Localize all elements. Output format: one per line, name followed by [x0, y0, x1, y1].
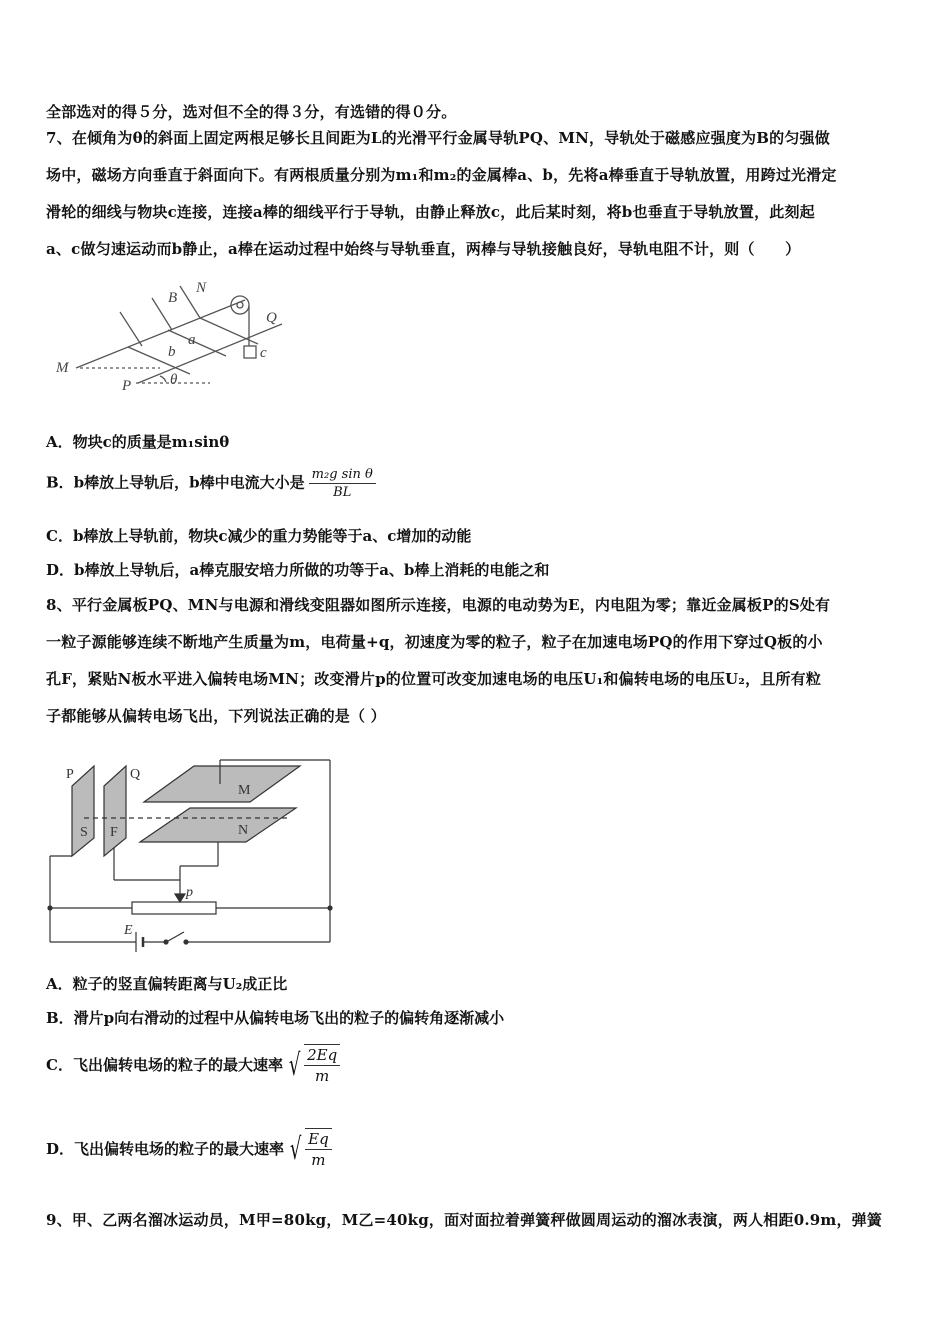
q8-label-p: p [186, 885, 193, 900]
scoring-note: 全部选对的得５分，选对但不全的得３分，有选错的得０分。 [46, 103, 457, 121]
q7-label-N: N [196, 280, 207, 296]
q7-stem-line-1: 7、在倾角为θ的斜面上固定两根足够长且间距为L的光滑平行金属导轨PQ、MN，导轨处于磁感应强度为B的匀强做 [46, 129, 830, 147]
q7-label-c: c [260, 345, 267, 361]
q8-option-d-numerator: Eq [305, 1129, 332, 1150]
q7-label-a: a [188, 332, 196, 348]
q8-label-N: N [238, 823, 249, 838]
q8-stem-line-4: 子都能够从偏转电场飞出，下列说法正确的是（ ） [46, 707, 386, 725]
q9-stem-line-1: 9、甲、乙两名溜冰运动员，M甲=80kg，M乙=40kg，面对面拉着弹簧秤做圆周运动的溜冰表演，两人相距0.9m，弹簧 [46, 1211, 883, 1229]
q8-option-d [46, 1128, 332, 1172]
q8-option-d-root: √ $\frac{Eq}{m}$ [286, 1128, 332, 1172]
q8-option-d-text: D．飞出偏转电场的粒子的最大速率 [46, 1140, 285, 1158]
q8-label-M: M [238, 783, 251, 798]
q8-option-c-numerator: 2Eq [304, 1045, 340, 1066]
q7-option-a: A．物块c的质量是m₁sinθ [46, 433, 230, 451]
q8-option-b: B．滑片p向右滑动的过程中从偏转电场飞出的粒子的偏转角逐渐减小 [46, 1009, 505, 1027]
q7-option-b-denominator: BL [333, 485, 352, 500]
q8-stem-line-3: 孔F，紧贴N板水平进入偏转电场MN；改变滑片p的位置可改变加速电场的电压U₁和偏转电场的电压U₂，且所有粒 [46, 670, 822, 688]
q8-option-c-text: C．飞出偏转电场的粒子的最大速率 [46, 1056, 283, 1074]
q7-label-P: P [122, 378, 132, 394]
q8-stem-line-2: 一粒子源能够连续不断地产生质量为m，电荷量+q，初速度为零的粒子，粒子在加速电场PQ的作用下穿过Q板的小 [46, 633, 823, 651]
q7-incline-rail-figure [50, 272, 310, 402]
q7-option-b-numerator: m₂g sin θ [309, 466, 376, 484]
q7-stem-line-3: 滑轮的细线与物块c连接，连接a棒的细线平行于导轨，由静止释放c，此后某时刻，将b也垂直于导轨放置，此刻起 [46, 203, 815, 221]
q7-option-b-text: B．b棒放上导轨后，b棒中电流大小是 [46, 473, 305, 492]
q8-label-S: S [80, 825, 88, 840]
q8-option-c [46, 1044, 340, 1088]
q7-option-c: C．b棒放上导轨前，物块c减少的重力势能等于a、c增加的动能 [46, 527, 472, 545]
q8-label-F: F [110, 825, 118, 840]
q8-option-d-denominator: m [311, 1151, 326, 1169]
q7-option-d: D．b棒放上导轨后，a棒克服安培力所做的功等于a、b棒上消耗的电能之和 [46, 561, 550, 579]
q8-option-c-denominator: m [315, 1067, 330, 1085]
q8-option-a: A．粒子的竖直偏转距离与U₂成正比 [46, 975, 288, 993]
q8-label-Q: Q [130, 767, 141, 782]
q7-label-B: B [168, 290, 178, 306]
q7-label-Q: Q [266, 310, 277, 326]
q8-circuit-figure [44, 756, 344, 952]
q7-stem-line-4: a、c做匀速运动而b静止，a棒在运动过程中始终与导轨垂直，两棒与导轨接触良好，导轨电阻不计，则（ ） [46, 240, 801, 258]
q8-stem-line-1: 8、平行金属板PQ、MN与电源和滑线变阻器如图所示连接，电源的电动势为E，内电阻为零；靠近金属板P的S处有 [46, 596, 831, 614]
q7-option-b-fraction [309, 466, 376, 501]
q8-option-c-root: √ $\frac{2Eq}{m}$ [285, 1044, 340, 1088]
q8-label-P: P [66, 767, 74, 782]
q7-label-b: b [168, 344, 176, 360]
q7-label-M: M [56, 360, 69, 376]
q7-label-theta: θ [170, 372, 178, 388]
q7-stem-line-2: 场中，磁场方向垂直于斜面向下。有两根质量分别为m₁和m₂的金属棒a、b，先将a棒垂直于导轨放置，用跨过光滑定 [46, 166, 837, 184]
q8-label-E: E [124, 923, 133, 938]
q7-option-b [46, 466, 376, 501]
